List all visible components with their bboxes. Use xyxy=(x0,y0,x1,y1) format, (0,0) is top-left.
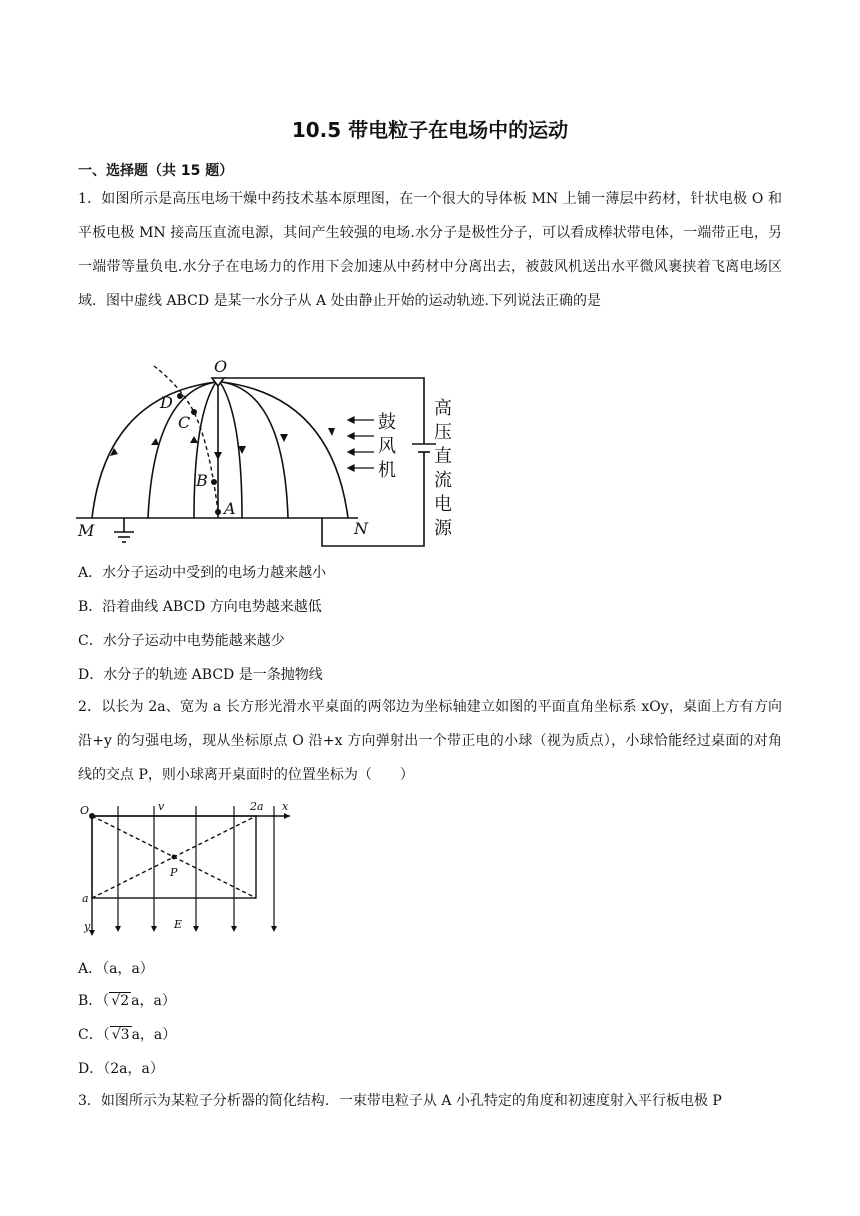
point-a xyxy=(215,509,221,515)
svg-text:x: x xyxy=(282,800,289,813)
point-b xyxy=(211,479,217,485)
svg-text:机: 机 xyxy=(378,460,396,481)
question-3-stem: 3．如图所示为某粒子分析器的简化结构．一束带电粒子从 A 小孔特定的角度和初速度射入平行板电极 P xyxy=(78,1093,722,1109)
svg-text:O: O xyxy=(80,804,90,817)
section-heading: 一、选择题（共 15 题） xyxy=(78,163,234,179)
q2-option-a: A．（a，a） xyxy=(78,961,154,977)
svg-text:D: D xyxy=(160,393,173,412)
svg-text:直: 直 xyxy=(434,446,452,467)
svg-text:P: P xyxy=(170,866,178,879)
question-2-stem: 2．以长为 2a、宽为 a 长方形光滑水平桌面的两邻边为坐标轴建立如图的平面直角坐标系 xOy，桌面上方有方向沿+y 的匀强电场，现从坐标原点 O 沿+x 方向弹射出一个带正电的小球（视为质点），小球恰能经过桌面的对角线的交点 P，则小球离开桌面时的位置坐标为（ ） xyxy=(78,699,782,783)
point-d xyxy=(177,393,183,399)
svg-text:N: N xyxy=(354,519,368,538)
svg-text:v: v xyxy=(158,800,165,813)
q1-option-a: A．水分子运动中受到的电场力越来越小 xyxy=(78,565,327,581)
question-2-figure xyxy=(80,798,302,940)
svg-text:电: 电 xyxy=(434,494,452,515)
question-1-stem: 1．如图所示是高压电场干燥中药技术基本原理图，在一个很大的导体板 MN 上铺一薄层中药材，针状电极 O 和平板电极 MN 接高压直流电源，其间产生较强的电场.水分子是极性分子，可以看成棒状带电体，一端带正电，另一端带等量负电.水分子在电场力的作用下会加速从中药材中分离出去，被鼓风机送出水平微风裹挟着飞离电场区域．图中虚线 ABCD 是某一水分子从 A 处由静止开始的运动轨迹.下列说法正确的是 xyxy=(78,191,782,309)
svg-text:E: E xyxy=(174,918,183,931)
question-1-figure xyxy=(76,356,460,552)
q1-option-c: C．水分子运动中电势能越来越少 xyxy=(78,633,285,649)
svg-text:B: B xyxy=(196,471,208,490)
svg-text:a: a xyxy=(82,892,89,905)
field-line xyxy=(220,382,242,518)
field-line xyxy=(148,382,216,518)
field-line xyxy=(222,382,288,518)
svg-text:C: C xyxy=(178,413,191,432)
page-title: 10.5 带电粒子在电场中的运动 xyxy=(291,118,569,142)
svg-text:O: O xyxy=(214,357,228,376)
point-p xyxy=(172,855,177,860)
svg-text:风: 风 xyxy=(378,436,396,457)
field-line xyxy=(194,382,216,518)
point-c xyxy=(191,409,197,415)
q2-option-d: D．（2a，a） xyxy=(78,1061,164,1077)
q1-option-b: B．沿着曲线 ABCD 方向电势越来越低 xyxy=(78,599,322,615)
svg-text:2a: 2a xyxy=(250,800,264,813)
svg-text:高: 高 xyxy=(434,398,452,419)
svg-text:源: 源 xyxy=(434,518,452,539)
svg-text:鼓: 鼓 xyxy=(378,412,396,433)
svg-text:M: M xyxy=(78,521,95,540)
svg-text:A: A xyxy=(224,499,236,518)
q1-option-d: D．水分子的轨迹 ABCD 是一条抛物线 xyxy=(78,667,323,683)
svg-text:压: 压 xyxy=(434,422,452,443)
svg-text:流: 流 xyxy=(434,470,452,491)
q2-option-b: B．（ √2 a，a） xyxy=(78,993,176,1009)
svg-text:y: y xyxy=(84,920,91,933)
q2-option-c: C．（ √3 a，a） xyxy=(78,1027,177,1043)
